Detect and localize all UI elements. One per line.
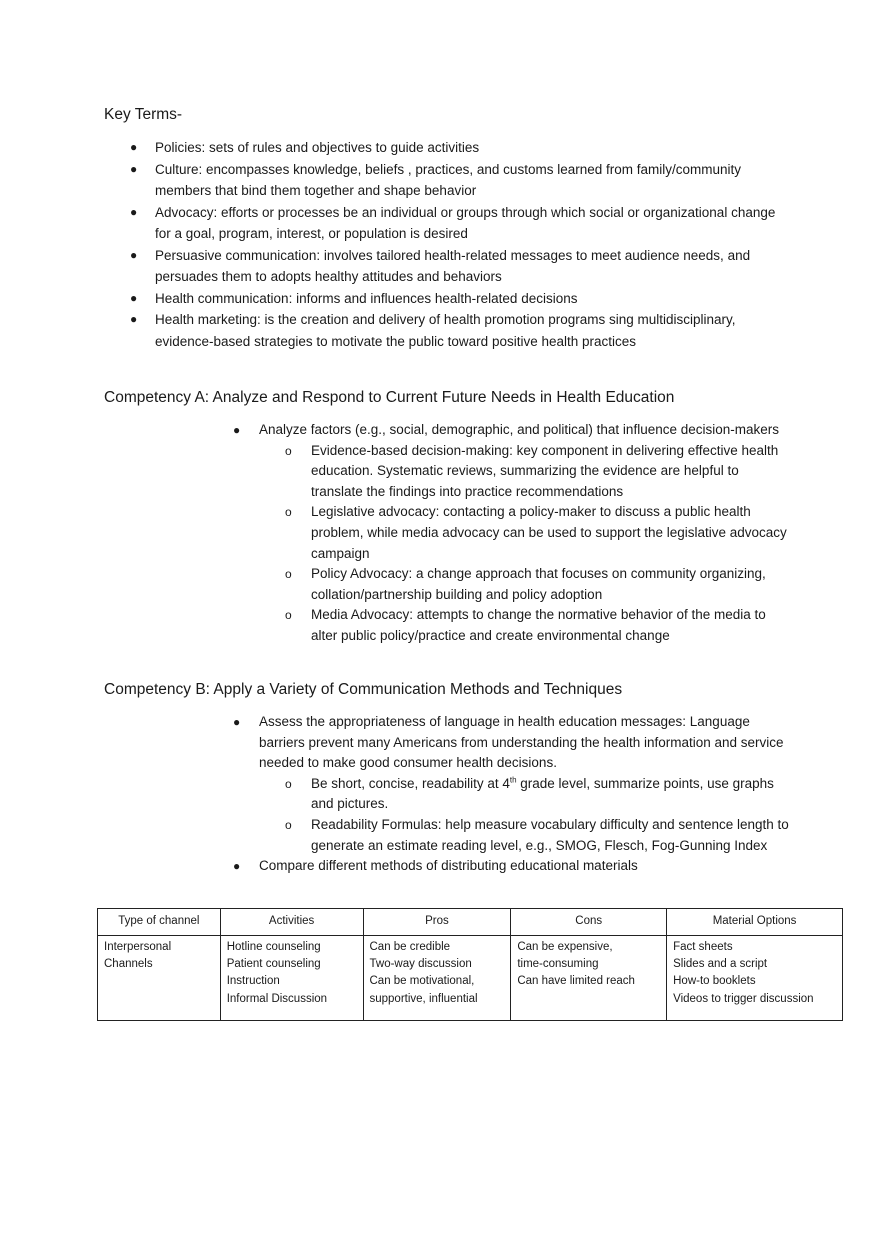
- list-item: ● Health communication: informs and influences health-related decisions: [104, 288, 794, 310]
- competency-b-list: [233, 712, 793, 877]
- column-header: Material Options: [667, 909, 843, 936]
- list-item: ● Culture: encompasses knowledge, beliefs , practices, and customs learned from family/community members that bind them together and shape behavior: [104, 159, 794, 202]
- sub-list-item: o Legislative advocacy: contacting a policy-maker to discuss a public health problem, while media advocacy can be used to support the legislative advocacy campaign: [259, 502, 793, 564]
- sub-list-item: o Readability Formulas: help measure vocabulary difficulty and sentence length to generate an estimate reading level, e.g., SMOG, Flesch, Fog-Gunning Index: [259, 815, 793, 856]
- table-row: [98, 936, 843, 1021]
- competency-b-sublist: [259, 774, 793, 856]
- column-header: Type of channel: [98, 909, 221, 936]
- table-header-row: [98, 909, 843, 936]
- column-header: Activities: [220, 909, 363, 936]
- competency-a-list: [233, 420, 793, 647]
- competency-a-sublist: [259, 441, 793, 647]
- column-header: Pros: [363, 909, 511, 936]
- type-cell: Interpersonal Channels: [98, 936, 221, 1021]
- list-item: ● Health marketing: is the creation and delivery of health promotion programs sing multidisciplinary, evidence-based strategies to motivate the public toward positive health practices: [104, 309, 794, 352]
- competency-a-heading: Competency A: Analyze and Respond to Current Future Needs in Health Education: [104, 389, 675, 406]
- list-item: [233, 420, 793, 647]
- key-terms-list: [104, 137, 794, 352]
- activities-cell: Hotline counseling Patient counseling Instruction Informal Discussion: [220, 936, 363, 1021]
- list-item: ● Advocacy: efforts or processes be an individual or groups through which social or organizational change for a goal, program, interest, or population is desired: [104, 202, 794, 245]
- list-item: ● Compare different methods of distributing educational materials: [233, 856, 793, 877]
- cons-cell: Can be expensive, time-consuming Can have limited reach: [511, 936, 667, 1021]
- channels-table: [97, 908, 843, 1021]
- materials-cell: Fact sheets Slides and a script How-to booklets Videos to trigger discussion: [667, 936, 843, 1021]
- sub-list-item: o Evidence-based decision-making: key component in delivering effective health education. Systematic reviews, summarizing the evidence are helpful to translate the findings into practice recommendations: [259, 441, 793, 503]
- competency-b-heading: Competency B: Apply a Variety of Communication Methods and Techniques: [104, 681, 623, 698]
- pros-cell: Can be credible Two-way discussion Can be motivational, supportive, influential: [363, 936, 511, 1021]
- list-item: ● Policies: sets of rules and objectives to guide activities: [104, 137, 794, 159]
- competency-a-bullet: Analyze factors (e.g., social, demographic, and political) that influence decision-makers: [259, 422, 780, 437]
- list-item: ● Persuasive communication: involves tailored health-related messages to meet audience needs, and persuades them to adopts healthy attitudes and behaviors: [104, 245, 794, 288]
- key-terms-heading: Key Terms-: [104, 106, 183, 123]
- sub-list-item: o Media Advocacy: attempts to change the normative behavior of the media to alter public policy/practice and create environmental change: [259, 605, 793, 646]
- sub-list-item: o Be short, concise, readability at 4th grade level, summarize points, use graphs and pictures.: [259, 774, 793, 815]
- competency-b-bullet-1: Assess the appropriateness of language in health education messages: Language barriers prevent many Americans from understanding the health information and service needed to make good consumer health decisions.: [259, 714, 784, 771]
- column-header: Cons: [511, 909, 667, 936]
- sub-list-item: o Policy Advocacy: a change approach that focuses on community organizing, collation/partnership building and policy adoption: [259, 564, 793, 605]
- list-item: [233, 712, 793, 856]
